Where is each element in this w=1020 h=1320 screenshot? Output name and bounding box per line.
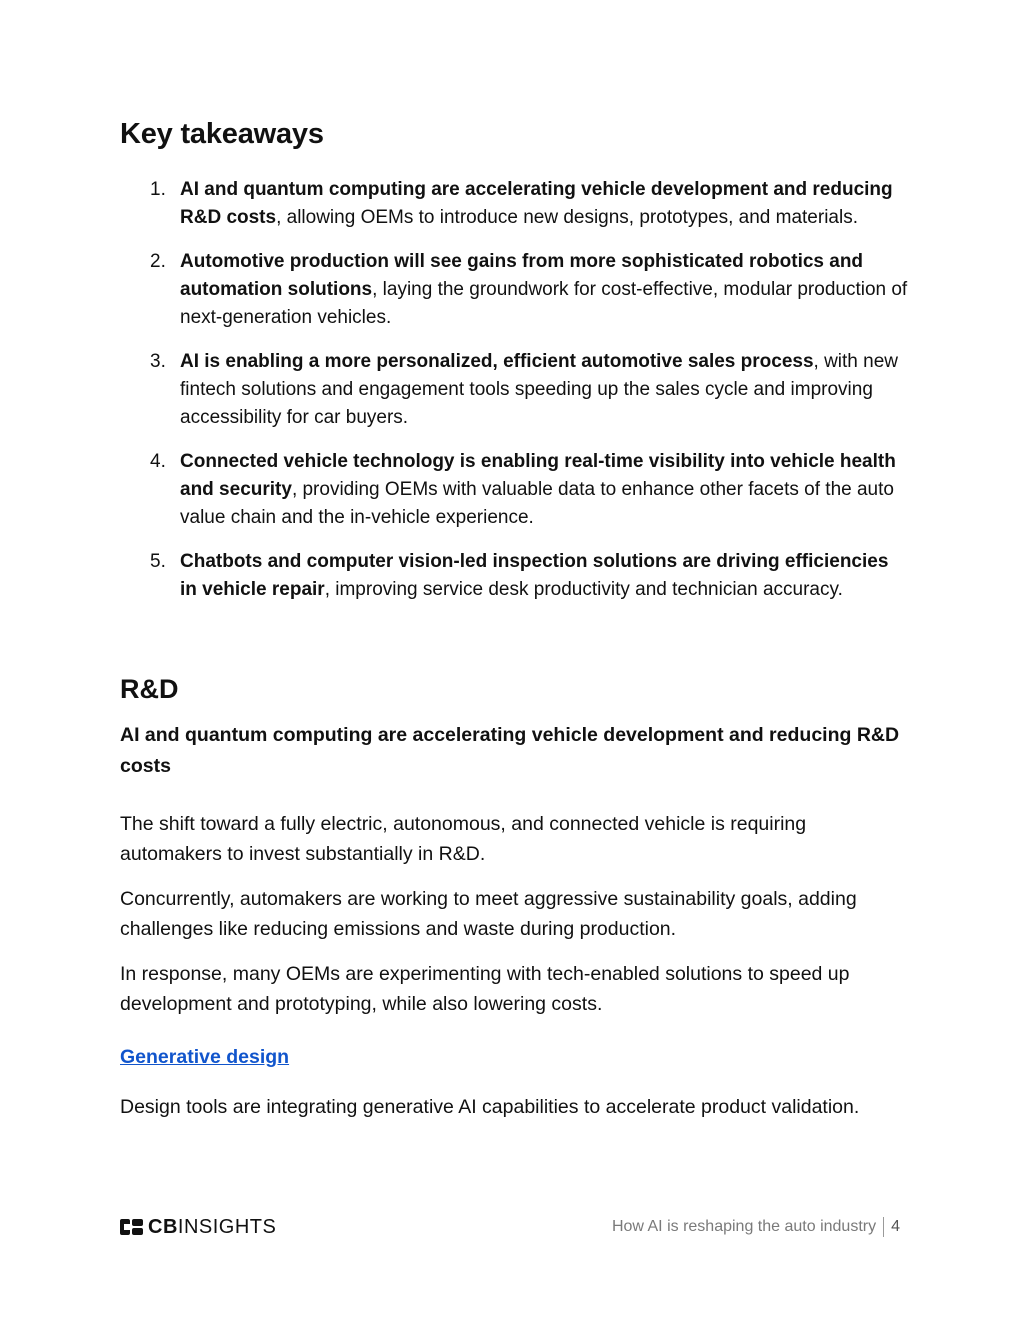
body-paragraph: Concurrently, automakers are working to meet aggressive sustainability goals, adding challenges like reducing emissions and waste during production. [120,888,857,940]
body-paragraph: Design tools are integrating generative AI capabilities to accelerate product validation. [120,1096,860,1118]
list-item-bold: Chatbots and computer vision-led inspection solutions are driving efficiencies in vehicle repair [180,551,889,600]
list-item-text: , allowing OEMs to introduce new designs, prototypes, and materials. [276,207,858,228]
list-item-text: , improving service desk productivity and technician accuracy. [324,579,843,600]
list-number: 4. [150,451,166,472]
list-item [120,348,910,432]
generative-design-link[interactable]: Generative design [120,1046,290,1068]
logo-cb-text: CB [148,1215,178,1238]
list-number: 1. [150,179,166,200]
footer-divider [883,1217,884,1237]
footer-doc-title: How AI is reshaping the auto industry [611,1218,877,1235]
page-footer [612,1217,900,1237]
list-item-bold: Automotive production will see gains from more sophisticated robotics and automation solutions [180,251,864,300]
rd-subheading: AI and quantum computing are accelerating vehicle development and reducing R&D costs [120,724,900,777]
list-item [120,448,910,532]
key-takeaways-heading: Key takeaways [120,118,324,150]
takeaways-list [120,176,910,620]
body-paragraph: In response, many OEMs are experimenting with tech-enabled solutions to speed up development and prototyping, while also lowering costs. [120,963,850,1015]
list-item-bold: Connected vehicle technology is enabling real-time visibility into vehicle health and security [180,451,896,500]
list-item-bold: AI and quantum computing are accelerating vehicle development and reducing R&D costs [180,179,893,228]
list-number: 3. [150,351,166,372]
list-item [120,248,910,332]
list-number: 2. [150,251,166,272]
body-paragraph: The shift toward a fully electric, autonomous, and connected vehicle is requiring automakers to invest substantially in R&D. [120,813,807,865]
rd-heading: R&D [120,674,179,704]
list-item [120,176,910,232]
list-item-text: , providing OEMs with valuable data to enhance other facets of the auto value chain and the in-vehicle experience. [180,479,894,528]
logo-wordmark [148,1216,276,1239]
cb-insights-logo [120,1216,276,1238]
list-item-bold: AI is enabling a more personalized, efficient automotive sales process [180,351,814,372]
list-item [120,548,910,604]
list-item-text: , with new fintech solutions and engagement tools speeding up the sales cycle and improving accessibility for car buyers. [180,351,899,428]
list-number: 5. [150,551,166,572]
logo-insights-text: INSIGHTS [177,1215,277,1238]
list-item-text: , laying the groundwork for cost-effective, modular production of next-generation vehicles. [180,279,908,328]
page-number: 4 [891,1218,900,1235]
cb-insights-logo-icon [120,1218,144,1236]
